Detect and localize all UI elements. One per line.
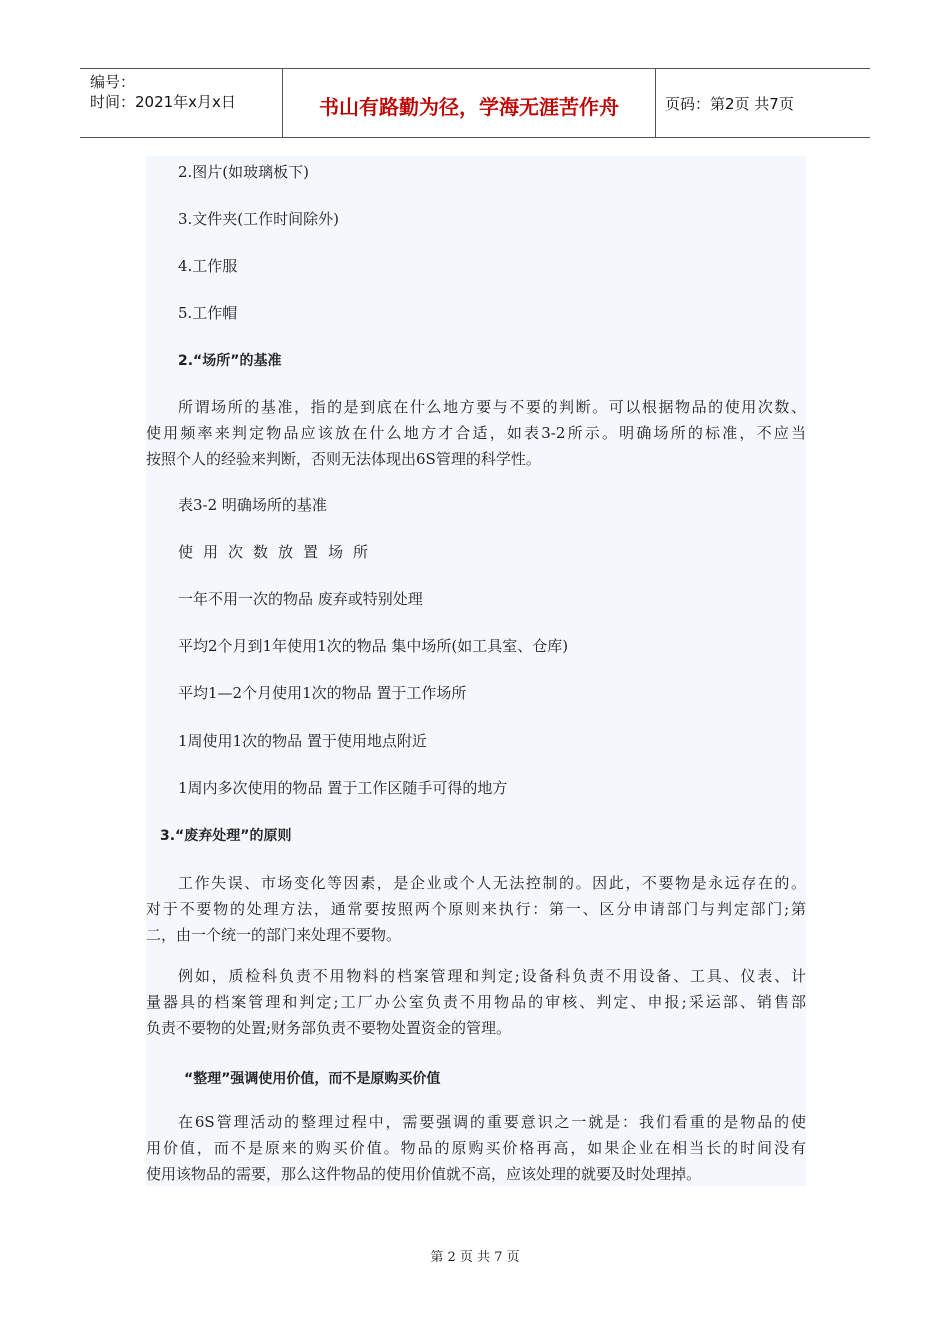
paragraph-value (146, 1109, 806, 1187)
table-row: 一年不用一次的物品 废弃或特别处理 (178, 590, 423, 608)
paragraph-line: 例如，质检科负责不用物料的档案管理和判定;设备科负责不用设备、工具、仪表、计 (178, 967, 806, 985)
paragraph-line: 在6S管理活动的整理过程中，需要强调的重要意识之一就是：我们看重的是物品的使 (178, 1113, 806, 1131)
paragraph-line: 用价值，而不是原来的购买价值。物品的原购买价格再高，如果企业在相当长的时间没有 (146, 1139, 806, 1157)
table-header: 使用次数放置场所 (178, 543, 379, 561)
section-heading-value: “整理”强调使用价值，而不是原购买价值 (184, 1071, 441, 1087)
list-item: 4.工作服 (178, 257, 238, 275)
paragraph-line: 使用频率来判定物品应该放在什么地方才合适，如表3-2所示。明确场所的标准，不应当 (146, 424, 806, 442)
section-heading-disposal: 3.“废弃处理”的原则 (160, 828, 292, 844)
page-header (80, 68, 870, 138)
table-row: 1周内多次使用的物品 置于工作区随手可得的地方 (178, 779, 508, 797)
section-heading-place: 2.“场所”的基准 (178, 353, 282, 369)
table-row: 1周使用1次的物品 置于使用地点附近 (178, 732, 427, 750)
document-body (146, 156, 806, 1186)
header-info-cell (80, 69, 282, 137)
header-page-cell (655, 69, 870, 137)
document-number-label: 编号： (90, 73, 136, 91)
list-item: 2.图片(如玻璃板下) (178, 163, 310, 181)
paragraph-place (146, 394, 806, 472)
paragraph-line: 按照个人的经验来判断，否则无法体现出6S管理的科学性。 (146, 450, 541, 468)
header-motto-cell (282, 69, 656, 137)
header-page-code: 页码：第2页 共7页 (665, 95, 794, 113)
paragraph-line: 量器具的档案管理和判定;工厂办公室负责不用物品的审核、判定、申报;采运部、销售部 (146, 993, 806, 1011)
paragraph-disposal-1 (146, 870, 806, 948)
paragraph-line: 对于不要物的处理方法，通常要按照两个原则来执行：第一、区分申请部门与判定部门;第 (146, 900, 806, 918)
list-item: 3.文件夹(工作时间除外) (178, 210, 340, 228)
page-footer: 第 2 页 共 7 页 (430, 1250, 520, 1265)
document-date: 时间：2021年x月x日 (90, 93, 236, 111)
list-item: 5.工作帽 (178, 304, 238, 322)
table-row: 平均1—2个月使用1次的物品 置于工作场所 (178, 684, 467, 702)
header-motto: 书山有路勤为径，学海无涯苦作舟 (319, 95, 619, 119)
paragraph-line: 负责不要物的处置;财务部负责不要物处置资金的管理。 (146, 1019, 512, 1037)
paragraph-line: 使用该物品的需要，那么这件物品的使用价值就不高，应该处理的就要及时处理掉。 (146, 1165, 702, 1183)
table-title: 表3-2 明确场所的基准 (178, 496, 327, 514)
paragraph-line: 所谓场所的基准，指的是到底在什么地方要与不要的判断。可以根据物品的使用次数、 (178, 398, 806, 416)
paragraph-line: 二，由一个统一的部门来处理不要物。 (146, 926, 402, 944)
paragraph-disposal-2 (146, 963, 806, 1041)
paragraph-line: 工作失误、市场变化等因素，是企业或个人无法控制的。因此，不要物是永远存在的。 (178, 874, 806, 892)
table-row: 平均2个月到1年使用1次的物品 集中场所(如工具室、仓库) (178, 637, 569, 655)
